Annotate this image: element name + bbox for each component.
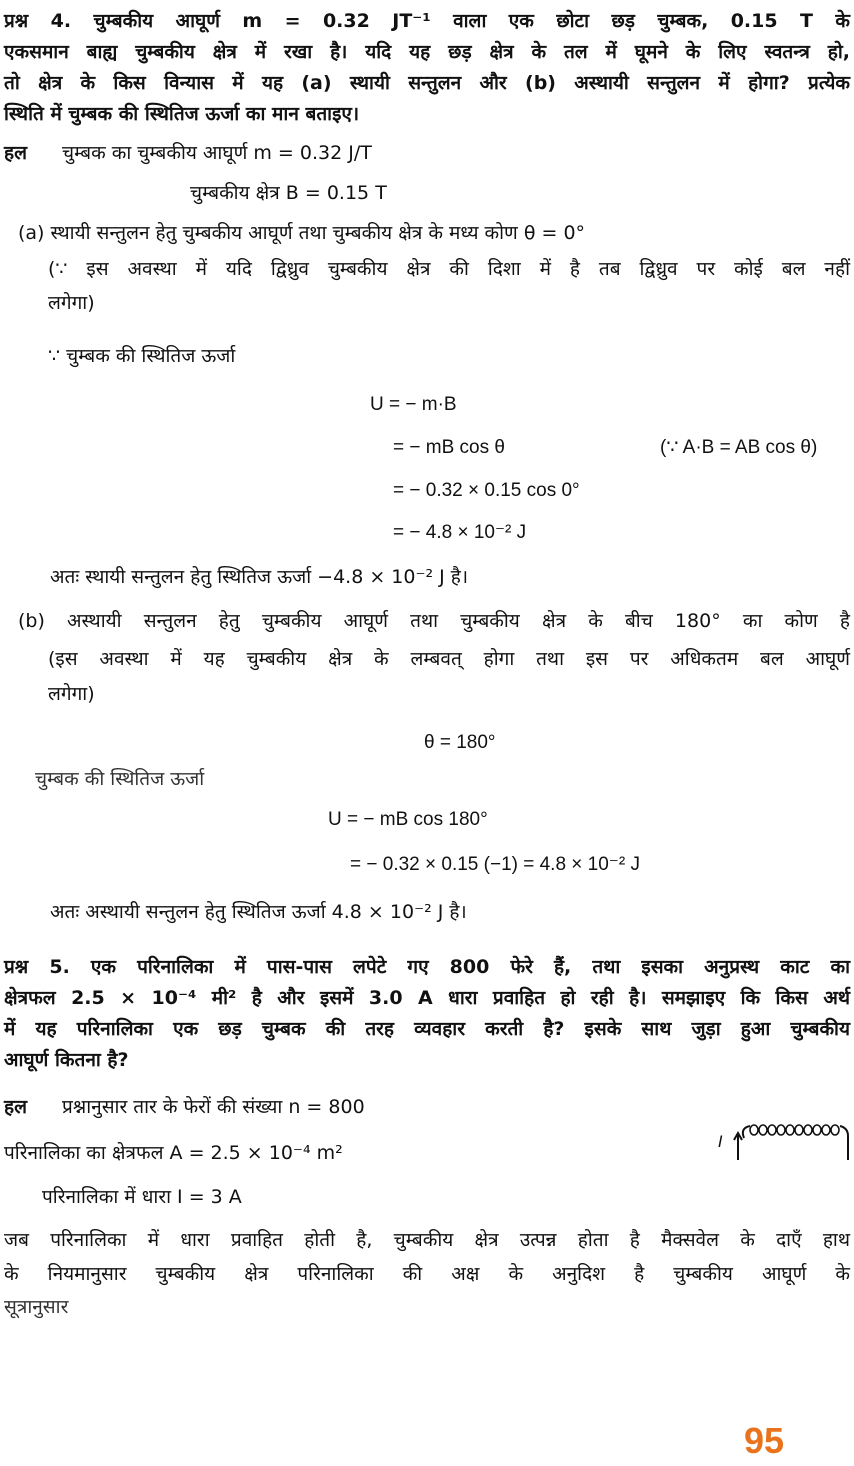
part-b-note: (इस अवस्था में यह चुम्बकीय क्षेत्र के लम्बवत् होगा तथा इस पर अधिकतम बल आघूर्ण [48, 648, 850, 670]
q5-line: आघूर्ण कितना है? [4, 1049, 129, 1071]
moment-line: चुम्बक का चुम्बकीय आघूर्ण m = 0.32 J/T [62, 142, 372, 164]
part-a-note: (∵ इस अवस्था में यदि द्विध्रुव चुम्बकीय क्षेत्र की दिशा में है तब द्विध्रुव पर कोई बल नहीं [48, 258, 850, 280]
page-number: 95 [744, 1420, 785, 1461]
equation-note: (∵ A·B = AB cos θ) [660, 437, 818, 458]
paragraph-line: के नियमानुसार चुम्बकीय क्षेत्र परिनालिका की अक्ष के अनुदिश है चुम्बकीय आघूर्ण के [4, 1263, 850, 1285]
turns-line: प्रश्नानुसार तार के फेरों की संख्या n = 800 [62, 1096, 365, 1118]
current-line: परिनालिका में धारा I = 3 A [42, 1186, 242, 1208]
field-line: चुम्बकीय क्षेत्र B = 0.15 T [190, 182, 387, 204]
equation: θ = 180° [424, 732, 496, 753]
equation: = − mB cos θ [393, 437, 505, 458]
paragraph-line: जब परिनालिका में धारा प्रवाहित होती है, चुम्बकीय क्षेत्र उत्पन्न होता है मैक्सवेल के दाएँ हाथ [4, 1229, 850, 1251]
part-b-line: (b) अस्थायी सन्तुलन हेतु चुम्बकीय आघूर्ण तथा चुम्बकीय क्षेत्र के बीच 180° का कोण है [18, 610, 850, 632]
equation: U = − mB cos 180° [328, 809, 488, 830]
area-line: परिनालिका का क्षेत्रफल A = 2.5 × 10⁻⁴ m² [4, 1142, 343, 1164]
hal-label: हल [4, 142, 27, 164]
equation: = − 0.32 × 0.15 (−1) = 4.8 × 10⁻² J [350, 854, 640, 875]
part-a-result: अतः स्थायी सन्तुलन हेतु स्थितिज ऊर्जा −4.8 × 10⁻² J है। [50, 566, 469, 588]
paragraph-line: सूत्रानुसार [4, 1296, 69, 1318]
equation: U = − m·B [370, 394, 457, 415]
q4-line: एकसमान बाह्य चुम्बकीय क्षेत्र में रखा है। यदि यह छड़ क्षेत्र के तल में घूमने के लिए स्वतन्त्र हो, [4, 41, 850, 63]
q5-line: में यह परिनालिका एक छड़ चुम्बक की तरह व्यवहार करती है? इसके साथ जुड़ा हुआ चुम्बकीय [4, 1018, 850, 1040]
pe-label: ∵ चुम्बक की स्थितिज ऊर्जा [48, 345, 236, 367]
part-a-line: (a) स्थायी सन्तुलन हेतु चुम्बकीय आघूर्ण तथा चुम्बकीय क्षेत्र के मध्य कोण θ = 0° [18, 222, 586, 244]
q5-line: क्षेत्रफल 2.5 × 10⁻⁴ मी² है और इसमें 3.0 A धारा प्रवाहित हो रही है। समझाइए कि किस अर्थ [4, 987, 850, 1009]
solenoid-coil-icon [716, 1120, 852, 1168]
part-b-result: अतः अस्थायी सन्तुलन हेतु स्थितिज ऊर्जा 4.8 × 10⁻² J है। [50, 901, 467, 923]
solenoid-figure [716, 1120, 852, 1168]
q4-line: स्थिति में चुम्बक की स्थितिज ऊर्जा का मान बताइए। [4, 103, 360, 125]
hal-label: हल [4, 1096, 27, 1118]
current-label: I [718, 1132, 723, 1151]
part-b-note: लगेगा) [48, 683, 95, 705]
equation: = − 0.32 × 0.15 cos 0° [393, 480, 580, 501]
part-a-note: लगेगा) [48, 292, 95, 314]
q4-line: तो क्षेत्र के किस विन्यास में यह (a) स्थायी सन्तुलन और (b) अस्थायी सन्तुलन में होगा? प्रत्येक [4, 72, 850, 94]
q4-line: प्रश्न 4. चुम्बकीय आघूर्ण m = 0.32 JT⁻¹ वाला एक छोटा छड़ चुम्बक, 0.15 T के [4, 10, 850, 32]
pe-label: चुम्बक की स्थितिज ऊर्जा [35, 768, 205, 790]
q5-line: प्रश्न 5. एक परिनालिका में पास-पास लपेटे गए 800 फेरे हैं, तथा इसका अनुप्रस्थ काट का [4, 956, 850, 978]
equation: = − 4.8 × 10⁻² J [393, 522, 527, 543]
